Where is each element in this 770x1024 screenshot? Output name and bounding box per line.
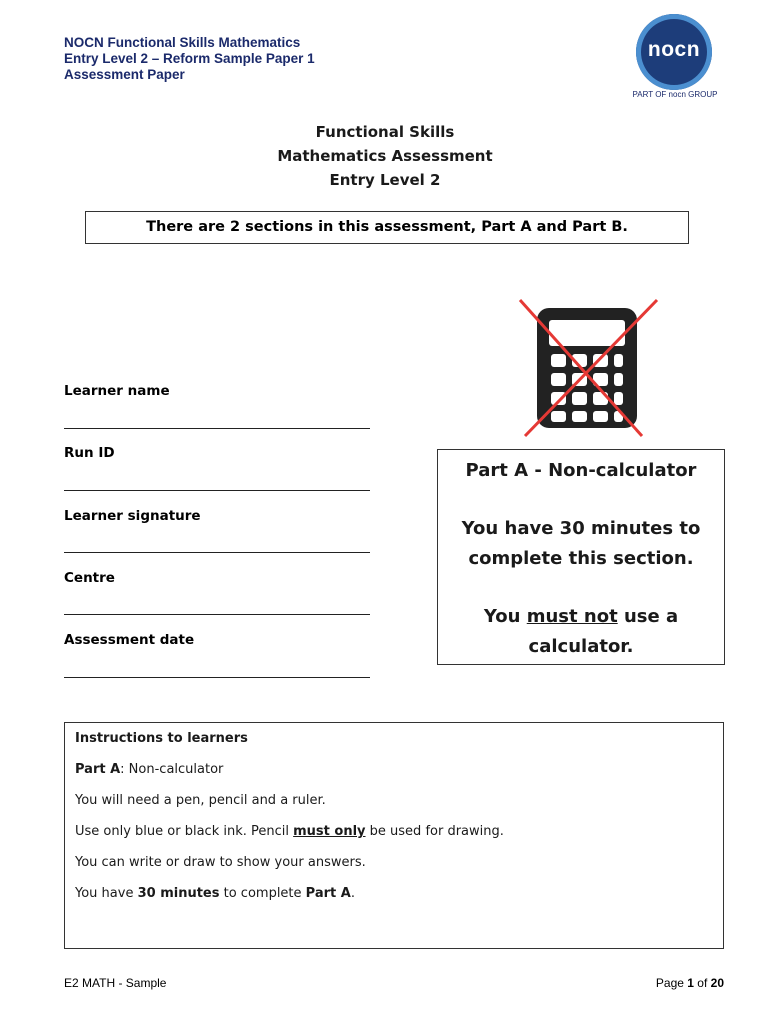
- instructions-ink: [75, 824, 504, 839]
- page-prefix: Page: [655, 976, 688, 990]
- page-title: [0, 120, 770, 192]
- calc-pre-text: You: [483, 606, 527, 627]
- calc-emphasis: must not: [526, 606, 618, 627]
- ink-post: be used for drawing.: [365, 824, 504, 839]
- time-emphasis: 30 minutes: [137, 886, 220, 901]
- page-number: [656, 976, 724, 990]
- logo-text: nocn: [647, 38, 701, 61]
- part-a-calc-line-2: calculator.: [528, 636, 634, 657]
- instructions-box: [64, 722, 724, 949]
- title-line-1: Functional Skills: [315, 123, 455, 141]
- part-a-box: [437, 449, 725, 665]
- instructions-write: You can write or draw to show your answers.: [75, 855, 366, 870]
- calculator-display: [549, 320, 625, 346]
- crossed-out-calculator-icon: [515, 298, 665, 438]
- header-line-2: Entry Level 2 – Reform Sample Paper 1: [64, 51, 315, 66]
- centre-label: Centre: [64, 570, 115, 586]
- assessment-date-line[interactable]: [64, 677, 370, 678]
- learner-name-line[interactable]: [64, 428, 370, 429]
- centre-line[interactable]: [64, 614, 370, 615]
- logo-tagline: PART OF nocn GROUP: [632, 90, 718, 99]
- header-line-1: NOCN Functional Skills Mathematics: [64, 35, 301, 50]
- sections-notice: There are 2 sections in this assessment, Part A and Part B.: [85, 211, 689, 244]
- part-a-time-line-1: You have 30 minutes to: [461, 518, 701, 539]
- header-line-3: Assessment Paper: [64, 67, 185, 82]
- learner-name-label: Learner name: [64, 383, 170, 399]
- instructions-time: [75, 886, 355, 901]
- run-id-line[interactable]: [64, 490, 370, 491]
- part-a-title: Part A - Non-calculator: [465, 460, 697, 481]
- title-line-2: Mathematics Assessment: [277, 147, 493, 165]
- page-current: 1: [687, 976, 694, 990]
- part-a-calc-line-1: [438, 602, 724, 632]
- calc-post-text: use a: [617, 606, 679, 627]
- footer-left: E2 MATH - Sample: [64, 976, 167, 990]
- part-a-label: Part A: [75, 762, 121, 777]
- part-a-calculator-notice: [438, 602, 724, 662]
- document-header: [64, 35, 315, 83]
- assessment-date-label: Assessment date: [64, 632, 195, 648]
- time-part: Part A: [305, 886, 351, 901]
- ink-pre: Use only blue or black ink. Pencil: [75, 824, 294, 839]
- learner-signature-label: Learner signature: [64, 508, 201, 524]
- instructions-pen: You will need a pen, pencil and a ruler.: [75, 793, 326, 808]
- time-end: .: [350, 886, 355, 901]
- time-mid: to complete: [219, 886, 306, 901]
- title-line-3: Entry Level 2: [329, 171, 441, 189]
- nocn-logo: [636, 14, 712, 90]
- page-total: 20: [710, 976, 724, 990]
- instructions-heading: Instructions to learners: [75, 731, 248, 746]
- part-a-rest: : Non-calculator: [120, 762, 224, 777]
- ink-emphasis: must only: [293, 824, 366, 839]
- page-of: of: [693, 976, 711, 990]
- instructions-part-a: [75, 762, 223, 777]
- part-a-time-notice: [438, 514, 724, 574]
- run-id-label: Run ID: [64, 445, 115, 461]
- learner-signature-line[interactable]: [64, 552, 370, 553]
- time-pre: You have: [75, 886, 138, 901]
- part-a-time-line-2: complete this section.: [468, 548, 694, 569]
